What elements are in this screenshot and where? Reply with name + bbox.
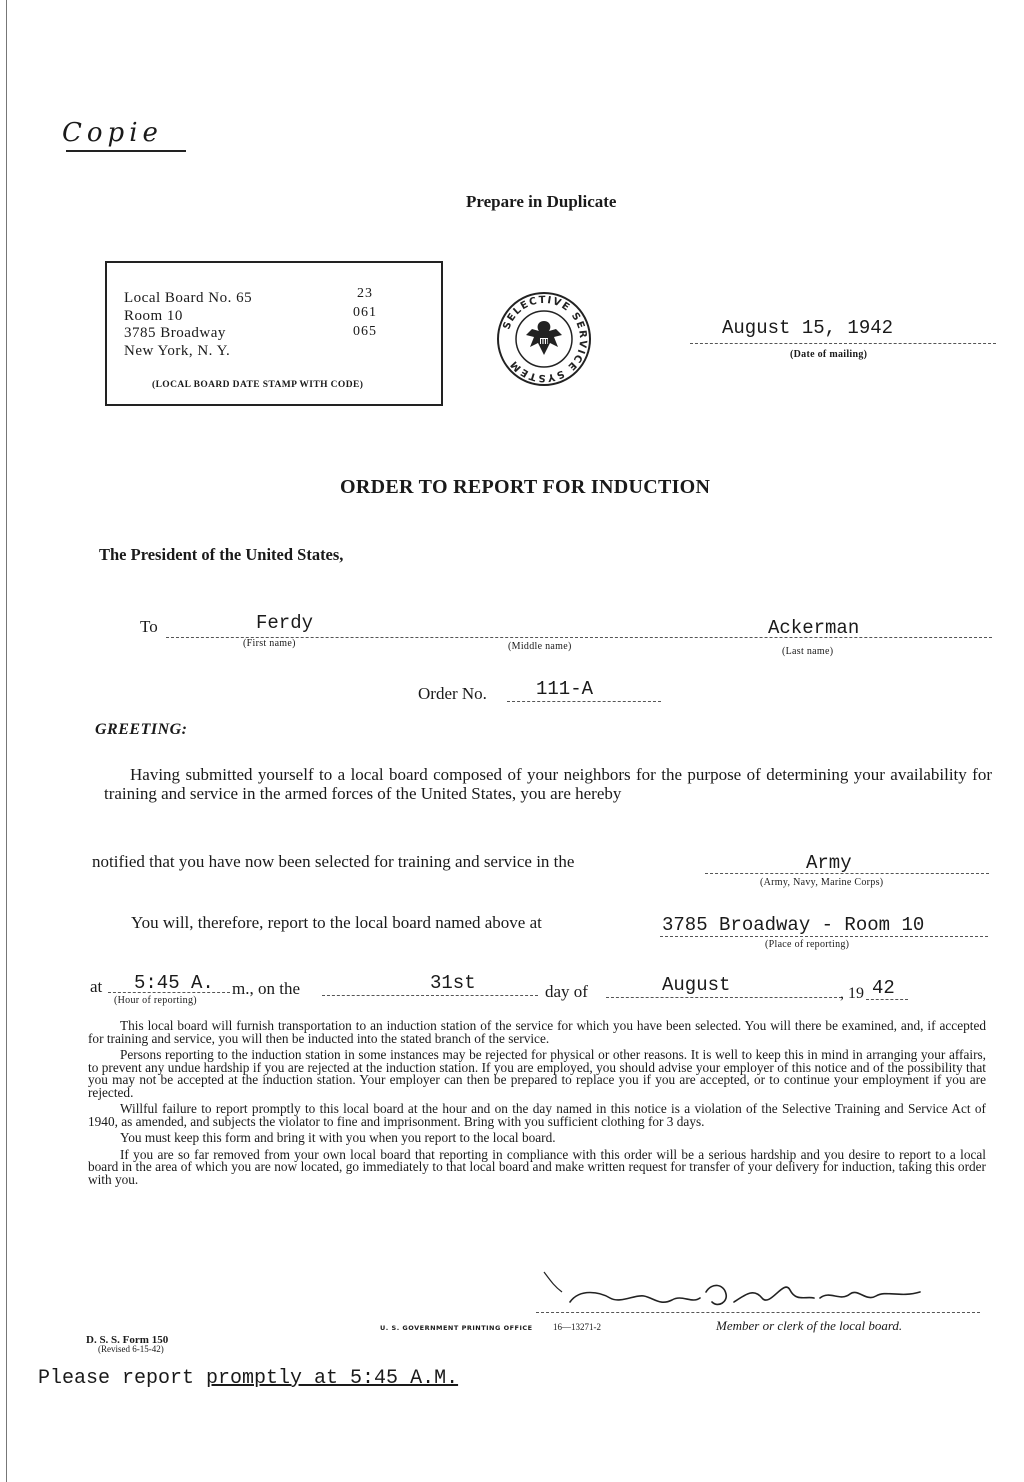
signature-caption: Member or clerk of the local board. [716, 1318, 903, 1333]
president-line: The President of the United States, [99, 545, 344, 564]
board-code: 23 [357, 286, 373, 301]
first-name-value: Ferdy [256, 612, 314, 634]
greeting: GREETING: [95, 721, 188, 738]
signature-line [536, 1312, 980, 1313]
copie-text: Copie [62, 118, 163, 148]
seal-text: SELECTIVE SERVICE SYSTEM [501, 294, 589, 384]
instruction-paragraph: This local board will furnish transportation to an induction station of the service for which you have been selected. You will there be examined, and, if accepted for training and service, you will then be inducted into the stated branch of the service. [88, 1018, 986, 1046]
board-address [124, 290, 252, 360]
instruction-paragraph: If you are so far removed from your own local board that reporting in compliance with this order will be a serious hardship and you desire to report to a local board in the area of which you are now located, go immediately to that local board and make written request for transfer of your delivery for induction, taking this order with you. [88, 1146, 986, 1187]
hour-line [108, 992, 230, 993]
footer-underlined: promptly at 5:45 A.M. [206, 1367, 459, 1390]
handwritten-signature [540, 1268, 940, 1318]
last-name-value: Ackerman [768, 617, 860, 639]
footer-prefix: Please report [38, 1367, 207, 1390]
local-board-stamp-box [105, 261, 443, 406]
instruction-paragraph: Persons reporting to the induction station in some instances may be rejected for physical or other reasons. It is well to keep this in mind in arranging your affairs, to prevent any undue hardship if you are rejected at the induction station. If you are employed, you should advise your employer of this notice and of the possibility that you may not be accepted at the induction station. Your employer can then be prepared to replace you if you are accepted, or to continue your employment if you are rejected. [88, 1047, 986, 1100]
year-prefix-label: , 19 [840, 985, 864, 1002]
notified-text: notified that you have now been selected for training and service in the [92, 852, 575, 871]
at-label: at [90, 977, 103, 996]
report-text: You will, therefore, report to the local board named above at [131, 913, 542, 932]
service-branch-value: Army [806, 852, 852, 874]
day-line [322, 995, 538, 996]
print-code: 16—13271-2 [553, 1322, 601, 1332]
prepare-in-duplicate: Prepare in Duplicate [466, 192, 617, 211]
year-line [866, 999, 908, 1000]
board-code: 061 [353, 305, 377, 320]
form-number: D. S. S. Form 150 [86, 1334, 169, 1346]
board-address-line: 3785 Broadway [124, 325, 226, 341]
day-of-label: day of [545, 982, 588, 1001]
order-no-label: Order No. [418, 684, 487, 703]
first-name-caption: (First name) [243, 638, 296, 649]
board-address-line: Room 10 [124, 307, 183, 324]
date-of-mailing-caption: (Date of mailing) [790, 349, 868, 360]
form-revised: (Revised 6-15-42) [98, 1344, 164, 1354]
place-of-reporting-line [660, 936, 988, 937]
handwritten-copie [62, 118, 186, 154]
m-on-the-label: m., on the [232, 979, 300, 998]
body-paragraph: Having submitted yourself to a local board composed of your neighbors for the purpose of determining your availability for training and service in the armed forces of the United States, you are hereby [104, 765, 992, 803]
place-of-reporting-value: 3785 Broadway - Room 10 [662, 914, 925, 936]
stamp-caption: (LOCAL BOARD DATE STAMP WITH CODE) [152, 380, 364, 390]
board-address-line: New York, N. Y. [124, 342, 231, 359]
page-edge-line [6, 0, 7, 1482]
to-label: To [140, 617, 158, 636]
instruction-paragraph: You must keep this form and bring it with you when you report to the local board. [120, 1130, 556, 1145]
document-title: ORDER TO REPORT FOR INDUCTION [340, 476, 711, 498]
hour-value: 5:45 A. [134, 972, 214, 994]
service-branch-caption: (Army, Navy, Marine Corps) [760, 877, 884, 888]
instructions-block [88, 1020, 986, 1190]
day-value: 31st [430, 972, 476, 994]
order-no-line [507, 701, 661, 702]
board-code: 065 [353, 324, 377, 339]
board-codes [353, 284, 377, 341]
selective-service-seal-icon [496, 291, 592, 387]
board-address-line: Local Board No. 65 [124, 290, 253, 306]
date-of-mailing-line [690, 343, 996, 344]
year-value: 42 [872, 977, 895, 999]
date-of-mailing-value: August 15, 1942 [722, 317, 894, 339]
place-of-reporting-caption: (Place of reporting) [765, 939, 850, 950]
middle-name-caption: (Middle name) [508, 641, 572, 652]
month-line [606, 997, 842, 998]
instruction-paragraph: Willful failure to report promptly to this local board at the hour and on the day named in this notice is a violation of the Selective Training and Service Act of 1940, as amended, and subjects the violator to fine and imprisonment. Bring with you sufficient clothing for 3 days. [88, 1101, 986, 1129]
order-no-value: 111-A [536, 678, 594, 700]
printing-office: U. S. GOVERNMENT PRINTING OFFICE [380, 1324, 533, 1332]
footer-note [38, 1367, 458, 1390]
last-name-caption: (Last name) [782, 646, 834, 657]
hour-caption: (Hour of reporting) [114, 995, 197, 1006]
month-value: August [662, 974, 731, 996]
